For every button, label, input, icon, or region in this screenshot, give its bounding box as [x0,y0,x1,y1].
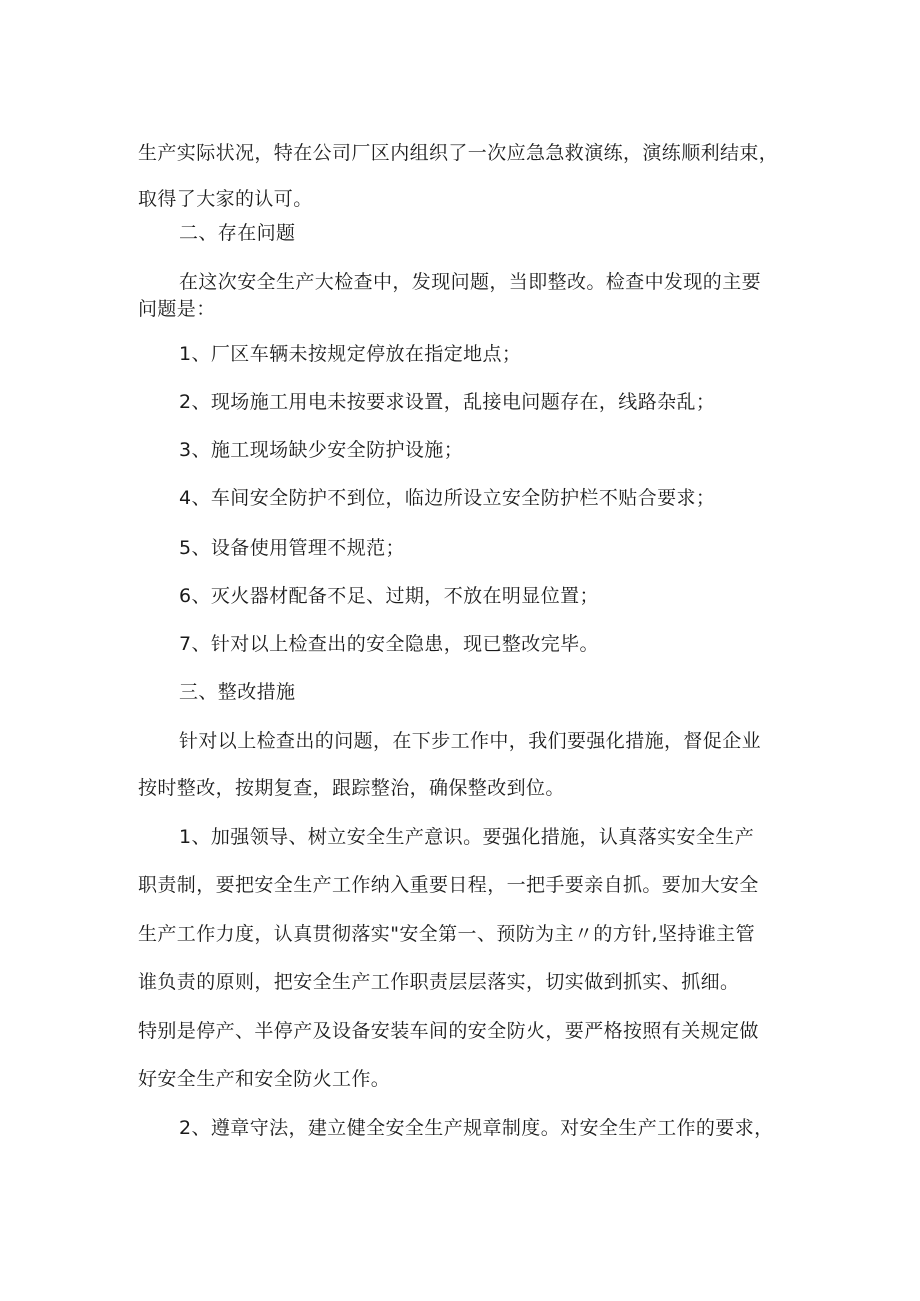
list-item: 6、灭火器材配备不足、过期，不放在明显位置； [179,585,599,607]
paragraph-line: 2、遵章守法，建立健全安全生产规章制度。对安全生产工作的要求， [179,1117,774,1139]
list-item: 3、施工现场缺少安全防护设施； [179,439,464,461]
paragraph-line: 取得了大家的认可。 [138,188,313,210]
paragraph-line: 问题是： [138,298,216,320]
paragraph-line: 在这次安全生产大检查中，发现问题，当即整改。检查中发现的主要 [179,271,762,293]
paragraph-line: 生产实际状况，特在公司厂区内组织了一次应急急救演练，演练顺利结束， [138,142,779,164]
paragraph-line: 职责制，要把安全生产工作纳入重要日程，一把手要亲自抓。要加大安全 [138,874,759,896]
paragraph-line: 谁负责的原则，把安全生产工作职责层层落实，切实做到抓实、抓细。 [138,971,740,993]
paragraph-line: 按时整改，按期复查，跟踪整治，确保整改到位。 [138,777,565,799]
paragraph-line: 生产工作力度，认真贯彻落实"安全第一、预防为主〃的方针,坚持谁主管 [138,923,755,945]
list-item: 7、针对以上检查出的安全隐患，现已整改完毕。 [179,633,599,655]
list-item: 1、厂区车辆未按规定停放在指定地点； [179,343,522,365]
paragraph-line: 1、加强领导、树立安全生产意识。要强化措施，认真落实安全生产 [179,826,755,848]
list-item: 5、设备使用管理不规范； [179,537,405,559]
section-heading: 三、整改措施 [179,681,296,703]
section-heading: 二、存在问题 [179,222,296,244]
list-item: 2、现场施工用电未按要求设置，乱接电问题存在，线路杂乱； [179,391,716,413]
list-item: 4、车间安全防护不到位，临边所设立安全防护栏不贴合要求； [179,487,716,509]
paragraph-line: 针对以上检查出的问题，在下步工作中，我们要强化措施，督促企业 [179,730,762,752]
paragraph-line: 特别是停产、半停产及设备安装车间的安全防火，要严格按照有关规定做 [138,1020,759,1042]
paragraph-line: 好安全生产和安全防火工作。 [138,1068,391,1090]
